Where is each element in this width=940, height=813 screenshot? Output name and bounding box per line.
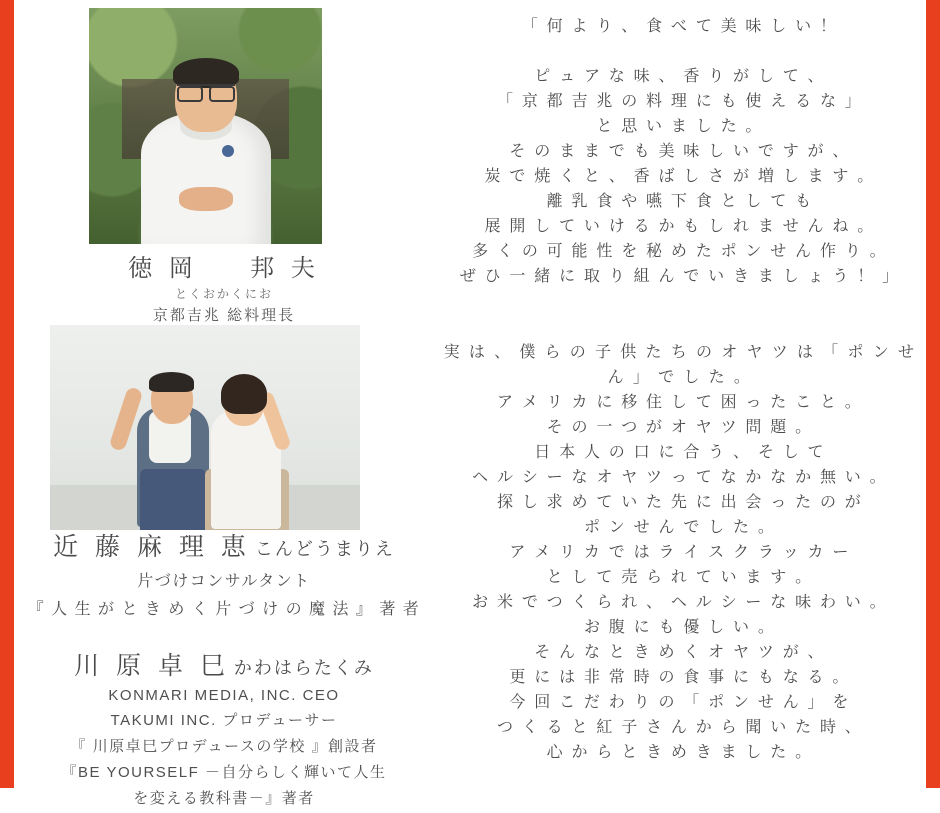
couple-photo-man-jeans [140,469,206,531]
quote-line-2 [434,39,926,64]
story-line-4: 日 本 人 の 口 に 合 う 、 そ し て [534,444,826,461]
caption-spacer [14,624,434,646]
quote-line-4: 「 京 都 吉 兆 の 料 理 に も 使 え る な 」 [496,93,864,110]
konmari-name-ruby: こんどうまりえ [254,539,395,559]
story-line-13: 更 に は 非 常 時 の 食 事 に も な る 。 [509,669,851,686]
takumi-name-row [14,646,434,682]
page-content [14,0,926,807]
quote-line-3: ピ ュ ア な 味 、 香 り が し て 、 [534,68,826,85]
konmari-name: 近 藤 麻 理 恵 [53,533,251,561]
left-accent-bar [0,0,14,788]
left-column [14,0,434,807]
right-column [434,0,926,788]
quote-line-5: と 思 い ま し た 。 [596,118,764,135]
chef-role: 京都吉兆 総料理長 [152,307,296,324]
story-line-7: ポ ン せ ん で し た 。 [583,519,777,536]
takumi-title-2: TAKUMI INC. プロデューサー [110,712,338,729]
story-line-14: 今 回 こ だ わ り の 「 ポ ン せ ん 」 を [509,694,851,711]
takumi-title-3: 『 川原卓巳プロデュースの学校 』創設者 [70,738,378,755]
story-line-8: ア メ リ カ で は ラ イ ス ク ラ ッ カ ー [509,544,851,561]
story-line-11: お 腹 に も 優 し い 。 [583,619,777,636]
quote-line-9: 展 開 し て い け る か も し れ ま せ ん ね 。 [484,218,876,235]
quote-line-10: 多 く の 可 能 性 を 秘 め た ポ ン せ ん 作 り 。 [472,243,888,260]
quote-line-7: 炭 で 焼 く と 、 香 ば し さ が 増 し ま す 。 [484,168,876,185]
story-line-16: 心 か ら と き め き ま し た 。 [546,744,814,761]
story-line-6: 探 し 求 め て い た 先 に 出 会 っ た の が [496,494,864,511]
chef-photo-badge [222,145,234,157]
chef-quote-block [434,14,926,289]
chef-name-ruby: とくおかくにお [174,287,273,301]
quote-line-11: ぜ ひ 一 緒 に 取 り 組 ん で い き ま し ょ う ！ 」 [459,268,901,285]
chef-caption [14,242,434,327]
konmari-role: 片づけコンサルタント [137,573,311,590]
story-block [434,340,926,765]
takumi-title-4: 『BE YOURSELF －自分らしく輝いて人生 [61,764,387,781]
takumi-title-1: KONMARI MEDIA, INC. CEO [108,687,340,704]
konmari-name-row [14,527,434,563]
couple-photo-man-hair [149,372,194,392]
konmari-book: 『 人 生 が と き め く 片 づ け の 魔 法 』 著 者 [27,601,421,618]
takumi-name-ruby: かわはらたくみ [233,658,374,678]
quote-line-8: 離 乳 食 や 嚥 下 食 と し て も [546,193,814,210]
story-line-1: 実 は 、 僕 ら の 子 供 た ち の オ ヤ ツ は 「 ポ ン せ ん 」 で し た 。 [443,344,917,386]
story-line-2: ア メ リ カ に 移 住 し て 困 っ た こ と 。 [496,394,864,411]
quote-line-6: そ の ま ま で も 美 味 し い で す が 、 [509,143,851,160]
takumi-name: 川 原 卓 巳 [74,652,230,680]
story-line-3: そ の 一 つ が オ ヤ ツ 問 題 。 [546,419,814,436]
right-accent-bar [926,0,940,788]
couple-portrait-photo [50,325,360,530]
story-line-9: と し て 売 ら れ て い ま す 。 [546,569,814,586]
story-line-12: そ ん な と き め く オ ヤ ツ が 、 [534,644,826,661]
story-line-5: ヘ ル シ ー な オ ヤ ツ っ て な か な か 無 い 。 [472,469,888,486]
couple-photo-woman-hair [221,374,267,414]
story-line-15: つ く る と 紅 子 さ ん か ら 聞 い た 時 、 [496,719,864,736]
chef-portrait-photo [89,8,322,244]
takumi-title-5: を変える教科書－』著者 [133,790,315,807]
chef-name: 徳 岡 邦 夫 [128,255,320,282]
story-line-10: お 米 で つ く ら れ 、 ヘ ル シ ー な 味 わ い 。 [472,594,888,611]
chef-photo-glasses [177,84,235,98]
chef-photo-hands [179,187,233,211]
quote-line-1: 「 何 よ り 、 食 べ て 美 味 し い ！ [521,18,839,35]
couple-caption [14,527,434,813]
